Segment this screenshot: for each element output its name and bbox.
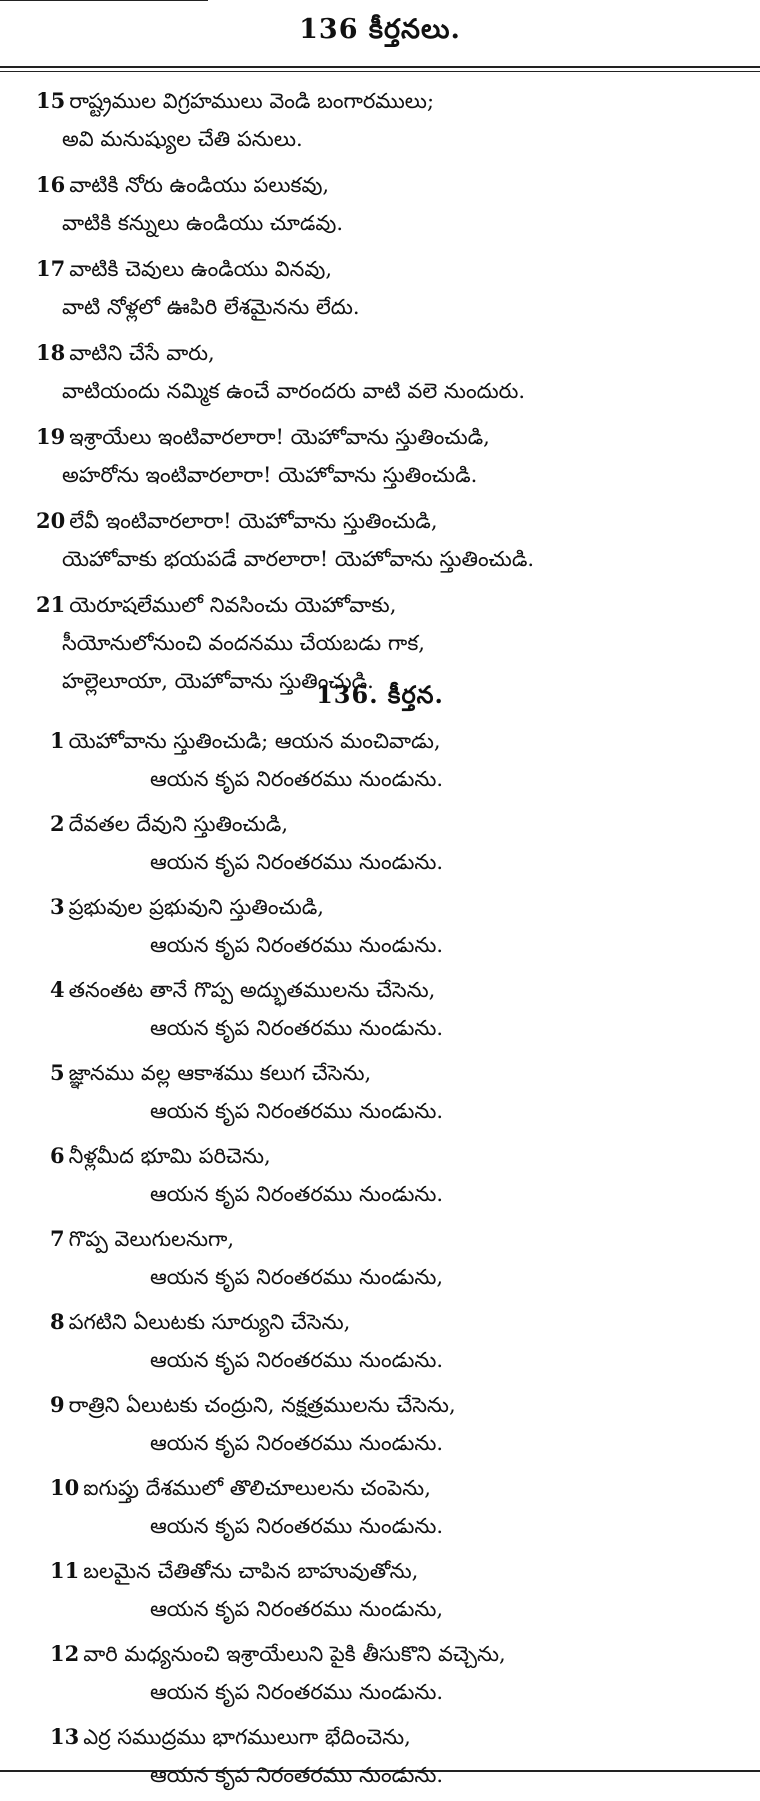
verse-text: సీయోనులోనుంచి వందనము చేయబడు గాక,	[62, 631, 425, 655]
psalm-136-title: 136. కీర్తన.	[316, 680, 444, 709]
verse-number: 18	[36, 340, 66, 365]
verse-text: రాత్రిని ఏలుటకు చంద్రుని, నక్షత్రములను చేసెను,	[68, 1393, 456, 1417]
verse-text: అవి మనుష్యుల చేతి పనులు.	[62, 127, 303, 151]
verse-text: బలమైన చేతితోను చాపిన బాహువుతోను,	[83, 1559, 419, 1583]
verse-number: 11	[50, 1558, 80, 1583]
verse-continuation-line	[0, 372, 760, 410]
verse-number: 2	[50, 811, 65, 836]
verse-first-line	[0, 1137, 760, 1175]
verse-text: ఆయన కృప నిరంతరము నుండును.	[150, 850, 444, 874]
verse-continuation-line	[0, 624, 760, 662]
verse	[0, 888, 760, 964]
header-rule-thin	[0, 71, 760, 72]
verse-first-line	[0, 805, 760, 843]
psalm-136-verses	[0, 722, 760, 1801]
verse-number: 16	[36, 172, 66, 197]
verse-first-line	[0, 1386, 760, 1424]
verse-number: 10	[50, 1475, 80, 1500]
verse-number: 13	[50, 1724, 80, 1749]
verse-text: ప్రభువుల ప్రభువుని స్తుతించుడి,	[68, 895, 324, 919]
verse	[0, 1635, 760, 1711]
verse-text: లేవీ ఇంటివారలారా! యెహోవాను స్తుతించుడి,	[69, 509, 438, 533]
verse	[0, 1220, 760, 1296]
verse-continuation-line	[0, 1756, 760, 1794]
verse-text: గొప్ప వెలుగులనుగా,	[68, 1227, 235, 1251]
verse-first-line	[0, 250, 760, 288]
verse-first-line	[0, 971, 760, 1009]
verse	[0, 1303, 760, 1379]
verse-number: 20	[36, 508, 66, 533]
verse-continuation-line	[0, 1590, 760, 1628]
verse-first-line	[0, 418, 760, 456]
verse	[0, 82, 760, 158]
verse-number: 15	[36, 88, 66, 113]
verse-text: రాష్ట్రముల విగ్రహములు వెండి బంగారములు;	[69, 89, 435, 113]
verse-continuation-line	[0, 1092, 760, 1130]
verse-first-line	[0, 1054, 760, 1092]
verse-first-line	[0, 1469, 760, 1507]
verse	[0, 1552, 760, 1628]
verse	[0, 1054, 760, 1130]
verse-number: 5	[50, 1060, 65, 1085]
verse-text: యెహోవాను స్తుతించుడి; ఆయన మంచివాడు,	[68, 729, 441, 753]
verse	[0, 1718, 760, 1794]
verse-first-line	[0, 586, 760, 624]
verse-continuation-line	[0, 843, 760, 881]
verse-number: 17	[36, 256, 66, 281]
verse-text: యెహోవాకు భయపడే వారలారా! యెహోవాను స్తుతించుడి.	[62, 547, 535, 571]
verse-first-line	[0, 502, 760, 540]
verse-number: 4	[50, 977, 65, 1002]
verse-text: ఆయన కృప నిరంతరము నుండును.	[150, 1348, 444, 1372]
verse-continuation-line	[0, 760, 760, 798]
verse-first-line	[0, 722, 760, 760]
footer-rule	[0, 1770, 760, 1772]
verse-number: 12	[50, 1641, 80, 1666]
verse-text: తనంతట తానే గొప్ప అద్భుతములను చేసెను,	[68, 978, 436, 1002]
verse	[0, 805, 760, 881]
verse-continuation-line	[0, 1673, 760, 1711]
verse-number: 21	[36, 592, 66, 617]
verse-continuation-line	[0, 288, 760, 326]
verse-number: 1	[50, 728, 65, 753]
verse	[0, 722, 760, 798]
verse-text: యెరూషలేములో నివసించు యెహోవాకు,	[69, 593, 397, 617]
verse-text: పగటిని ఏలుటకు సూర్యుని చేసెను,	[68, 1310, 351, 1334]
verse-text: హల్లెలూయా, యెహోవాను స్తుతించుడి.	[62, 669, 374, 693]
verse-number: 9	[50, 1392, 65, 1417]
verse-text: ఇశ్రాయేలు ఇంటివారలారా! యెహోవాను స్తుతించుడి,	[69, 425, 490, 449]
verse-first-line	[0, 1718, 760, 1756]
verse-first-line	[0, 888, 760, 926]
verse	[0, 334, 760, 410]
verse-text: ఆయన కృప నిరంతరము నుండును.	[150, 767, 444, 791]
verse	[0, 1469, 760, 1545]
verse-continuation-line	[0, 1175, 760, 1213]
verse-text: వాటియందు నమ్మిక ఉంచే వారందరు వాటి వలె నుందురు.	[62, 379, 526, 403]
verse	[0, 166, 760, 242]
verse-text: ఆయన కృప నిరంతరము నుండును.	[150, 1099, 444, 1123]
verse-continuation-line	[0, 1258, 760, 1296]
verse-first-line	[0, 1220, 760, 1258]
verse-first-line	[0, 1635, 760, 1673]
verse	[0, 502, 760, 578]
psalm-135-continuation	[0, 82, 760, 708]
verse-continuation-line	[0, 540, 760, 578]
verse-text: దేవతల దేవుని స్తుతించుడి,	[68, 812, 289, 836]
verse-first-line	[0, 82, 760, 120]
verse-continuation-line	[0, 1424, 760, 1462]
verse-text: ఆయన కృప నిరంతరము నుండును,	[150, 1265, 444, 1289]
verse-text: జ్ఞానము వల్ల ఆకాశము కలుగ చేసెను,	[68, 1061, 372, 1085]
verse-first-line	[0, 334, 760, 372]
verse	[0, 250, 760, 326]
verse-number: 3	[50, 894, 65, 919]
verse-first-line	[0, 1303, 760, 1341]
verse-text: ఆయన కృప నిరంతరము నుండును.	[150, 1680, 444, 1704]
verse-continuation-line	[0, 1507, 760, 1545]
verse-continuation-line	[0, 1009, 760, 1047]
verse-text: ఎర్ర సముద్రము భాగములుగా భేదించెను,	[83, 1725, 411, 1749]
verse-text: నీళ్లమీద భూమి పరిచెను,	[68, 1144, 271, 1168]
verse-number: 7	[50, 1226, 65, 1251]
verse-number: 8	[50, 1309, 65, 1334]
header-rule	[0, 66, 760, 68]
verse-number: 6	[50, 1143, 65, 1168]
verse-text: ఆయన కృప నిరంతరము నుండును.	[150, 1016, 444, 1040]
page-header-title: 136 కీర్తనలు.	[299, 14, 461, 45]
verse-text: వారి మధ్యనుంచి ఇశ్రాయేలుని పైకి తీసుకొని వచ్చెను,	[83, 1642, 506, 1666]
verse-continuation-line	[0, 926, 760, 964]
verse	[0, 1137, 760, 1213]
verse-text: వాటికి చెవులు ఉండియు వినవు,	[69, 257, 333, 281]
verse-text: ఆయన కృప నిరంతరము నుండును.	[150, 1514, 444, 1538]
verse-continuation-line	[0, 120, 760, 158]
top-left-rule	[0, 0, 208, 1]
verse-text: ఆయన కృప నిరంతరము నుండును.	[150, 1763, 444, 1787]
verse-text: ఆయన కృప నిరంతరము నుండును.	[150, 1182, 444, 1206]
verse-text: వాటిని చేసే వారు,	[69, 341, 215, 365]
verse-text: ఆయన కృప నిరంతరము నుండును,	[150, 1597, 444, 1621]
verse-text: ఆయన కృప నిరంతరము నుండును.	[150, 933, 444, 957]
verse-first-line	[0, 166, 760, 204]
verse-first-line	[0, 1552, 760, 1590]
verse-continuation-line	[0, 456, 760, 494]
verse-text: అహరోను ఇంటివారలారా! యెహోవాను స్తుతించుడి.	[62, 463, 478, 487]
verse	[0, 971, 760, 1047]
verse	[0, 418, 760, 494]
verse-number: 19	[36, 424, 66, 449]
verse	[0, 1386, 760, 1462]
verse-text: వాటి నోళ్లలో ఊపిరి లేశమైనను లేదు.	[62, 295, 360, 319]
verse-continuation-line	[0, 204, 760, 242]
verse-continuation-line	[0, 1341, 760, 1379]
verse-text: వాటికి కన్నులు ఉండియు చూడవు.	[62, 211, 344, 235]
verse-text: వాటికి నోరు ఉండియు పలుకవు,	[69, 173, 330, 197]
verse-text: ఐగుప్తు దేశములో తొలిచూలులను చంపెను,	[83, 1476, 431, 1500]
verse-text: ఆయన కృప నిరంతరము నుండును.	[150, 1431, 444, 1455]
